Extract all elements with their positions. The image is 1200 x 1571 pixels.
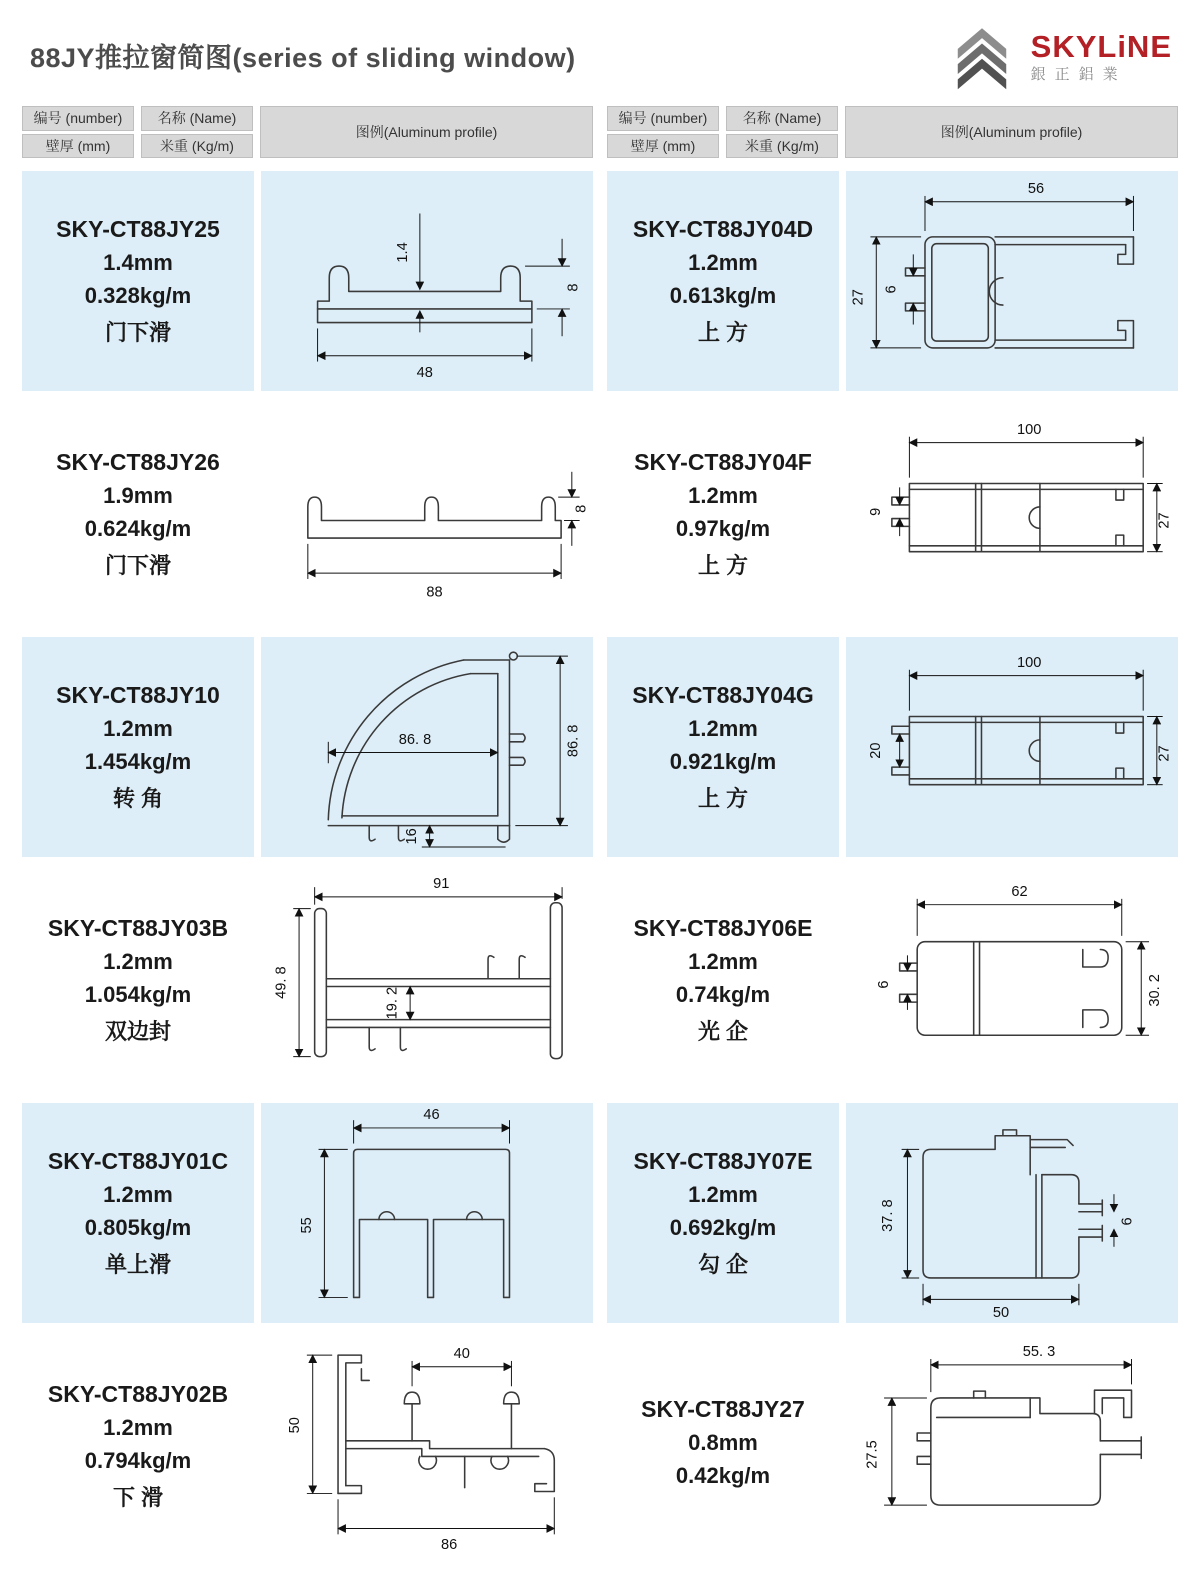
profile-info <box>22 1336 254 1556</box>
profile-drawing-flat-stile <box>849 873 1174 1086</box>
profile-drawing-corner <box>264 640 589 853</box>
profile-weight: 0.97kg/m <box>675 515 771 541</box>
profile-thickness: 1.2mm <box>103 1181 173 1207</box>
dim-label: 16 <box>404 828 421 845</box>
profile-drawing-bottom-slide <box>264 1339 589 1552</box>
profile-name: 转 角 <box>112 785 164 811</box>
dim-label: 27.5 <box>864 1440 881 1469</box>
profile-diagram <box>261 404 593 624</box>
dim-label: 62 <box>1011 884 1028 901</box>
dim-label: 19. 2 <box>384 987 401 1020</box>
profile-weight: 0.74kg/m <box>675 981 771 1007</box>
header-col-name <box>726 106 838 158</box>
dim-label: 27 <box>1156 745 1173 762</box>
profile-thickness: 1.2mm <box>103 948 173 974</box>
page-header <box>22 16 1178 100</box>
profile-thickness: 0.8mm <box>688 1430 758 1455</box>
dim-label: 86. 8 <box>565 724 582 758</box>
profile-code: SKY-CT88JY07E <box>633 1147 813 1174</box>
profile-info <box>607 870 839 1090</box>
profile-drawing-top-frame-100b <box>849 640 1174 853</box>
header-name: 名称 (Name) <box>726 106 838 131</box>
profile-weight: 0.328kg/m <box>84 282 192 308</box>
dim-label: 40 <box>453 1346 471 1363</box>
dim-label: 27 <box>850 289 867 306</box>
dim-label: 30. 2 <box>1147 974 1164 1007</box>
profile-weight: 1.454kg/m <box>84 748 192 774</box>
page-title: 88JY推拉窗简图(series of sliding window) <box>30 43 576 73</box>
profile-name: 单上滑 <box>104 1251 171 1277</box>
table-row <box>22 1336 593 1556</box>
dim-label: 8 <box>573 505 590 514</box>
profile-code: SKY-CT88JY04D <box>632 215 814 242</box>
dim-label: 56 <box>1028 181 1045 198</box>
profile-thickness: 1.2mm <box>688 1181 758 1207</box>
dim-label: 55. 3 <box>1023 1344 1056 1361</box>
header-weight: 米重 (Kg/m) <box>141 134 253 159</box>
header-diagram: 图例(Aluminum profile) <box>845 106 1178 158</box>
company-logo <box>943 16 1178 92</box>
profile-info <box>607 171 839 391</box>
dim-label: 50 <box>287 1417 304 1434</box>
profile-diagram <box>846 1103 1178 1323</box>
dim-label: 55 <box>299 1217 316 1234</box>
table-row <box>22 1103 593 1323</box>
profile-weight: 0.805kg/m <box>84 1214 192 1240</box>
profile-drawing-top-frame-100 <box>849 407 1174 620</box>
dim-label: 6 <box>884 285 901 294</box>
right-table-header <box>607 106 1178 158</box>
profile-diagram <box>261 1103 593 1323</box>
profile-thickness: 1.2mm <box>688 715 758 741</box>
profile-weight: 1.054kg/m <box>84 981 192 1007</box>
dim-label: 37. 8 <box>880 1199 897 1233</box>
profile-code: SKY-CT88JY04G <box>632 681 814 708</box>
profile-name: 门下滑 <box>104 552 171 578</box>
profile-thickness: 1.2mm <box>103 1414 173 1440</box>
profile-info <box>607 1336 839 1556</box>
profile-code: SKY-CT88JY10 <box>56 681 220 708</box>
left-column <box>22 106 593 1556</box>
dim-label: 8 <box>565 283 582 292</box>
profile-info <box>22 404 254 624</box>
profile-info <box>22 171 254 391</box>
profile-thickness: 1.2mm <box>688 482 758 508</box>
table-row <box>607 1103 1178 1323</box>
dim-label: 48 <box>416 365 434 382</box>
header-weight: 米重 (Kg/m) <box>726 134 838 159</box>
profile-info <box>22 1103 254 1323</box>
dim-label: 50 <box>993 1305 1010 1320</box>
brand-name: SKYLiNE <box>1030 29 1172 65</box>
dim-label: 20 <box>868 742 885 760</box>
profile-weight: 0.921kg/m <box>669 748 777 774</box>
profile-weight: 0.613kg/m <box>669 282 777 308</box>
dim-label: 6 <box>876 980 893 989</box>
profile-info <box>607 637 839 857</box>
profile-diagram <box>846 870 1178 1090</box>
table-row <box>607 404 1178 624</box>
brand-subtitle: 銀正鋁業 <box>1030 65 1127 83</box>
profile-drawing-double-edge-seal <box>264 873 589 1086</box>
profile-weight: 0.42kg/m <box>675 1463 771 1488</box>
profile-drawing-door-bottom-track <box>264 174 589 387</box>
profile-code: SKY-CT88JY01C <box>47 1147 229 1174</box>
header-number: 编号 (number) <box>607 106 719 131</box>
header-name: 名称 (Name) <box>141 106 253 131</box>
profile-name: 上 方 <box>697 552 749 578</box>
dim-label: 88 <box>426 584 443 601</box>
profile-info <box>607 404 839 624</box>
dim-label: 100 <box>1017 655 1042 672</box>
profile-diagram <box>846 171 1178 391</box>
profile-drawing-top-side <box>849 174 1174 387</box>
table-row <box>22 171 593 391</box>
table-row <box>607 637 1178 857</box>
dim-label: 86 <box>441 1537 458 1553</box>
profile-diagram <box>261 171 593 391</box>
profile-thickness: 1.2mm <box>688 948 758 974</box>
profile-name: 上 方 <box>697 785 749 811</box>
profile-thickness: 1.2mm <box>688 249 758 275</box>
profile-weight: 0.692kg/m <box>669 1214 777 1240</box>
profile-diagram <box>261 637 593 857</box>
profile-diagram <box>846 1336 1178 1556</box>
table-row <box>22 637 593 857</box>
profile-diagram <box>846 404 1178 624</box>
profile-drawing-door-bottom-track-wide <box>264 407 589 620</box>
dim-label: 6 <box>1119 1217 1136 1226</box>
profile-code: SKY-CT88JY04F <box>634 448 812 475</box>
profile-name: 双边封 <box>104 1018 171 1044</box>
profile-drawing-sash-box <box>849 1339 1174 1552</box>
profile-code: SKY-CT88JY02B <box>47 1380 229 1407</box>
header-diagram: 图例(Aluminum profile) <box>260 106 593 158</box>
skyline-logo-icon <box>943 22 1021 92</box>
profile-drawing-hook-stile <box>849 1106 1174 1319</box>
header-col-name <box>141 106 253 158</box>
profile-name: 光 企 <box>697 1018 749 1044</box>
header-col-number <box>22 106 134 158</box>
profile-diagram <box>261 1336 593 1556</box>
right-column <box>607 106 1178 1556</box>
profile-diagram <box>846 637 1178 857</box>
logo-text <box>1031 31 1172 82</box>
profile-weight: 0.794kg/m <box>84 1447 192 1473</box>
table-row <box>607 171 1178 391</box>
profile-code: SKY-CT88JY25 <box>56 215 220 242</box>
table-row <box>22 870 593 1090</box>
profile-diagram <box>261 870 593 1090</box>
dim-label: 27 <box>1156 512 1173 529</box>
dim-label: 91 <box>433 876 450 893</box>
header-thickness: 壁厚 (mm) <box>22 134 134 159</box>
header-number: 编号 (number) <box>22 106 134 131</box>
profile-name: 勾 企 <box>697 1251 749 1277</box>
profile-thickness: 1.4mm <box>103 249 173 275</box>
dim-label: 9 <box>868 507 885 517</box>
profile-code: SKY-CT88JY06E <box>633 914 813 941</box>
profile-thickness: 1.2mm <box>103 715 173 741</box>
dim-label: 49. 8 <box>273 966 290 1000</box>
profile-weight: 0.624kg/m <box>84 515 192 541</box>
profile-info <box>22 637 254 857</box>
profile-drawing-single-top-track <box>264 1106 589 1319</box>
table-row <box>22 404 593 624</box>
catalog-columns <box>22 106 1178 1556</box>
table-row <box>607 1336 1178 1556</box>
profile-name: 上 方 <box>697 319 749 345</box>
left-table-header <box>22 106 593 158</box>
dim-label: 86. 8 <box>399 732 432 749</box>
dim-label: 46 <box>423 1107 440 1124</box>
dim-label: 100 <box>1017 422 1042 439</box>
header-thickness: 壁厚 (mm) <box>607 134 719 159</box>
profile-name: 下 滑 <box>112 1484 164 1510</box>
profile-code: SKY-CT88JY26 <box>56 448 220 475</box>
table-row <box>607 870 1178 1090</box>
profile-code: SKY-CT88JY27 <box>641 1396 805 1422</box>
header-col-number <box>607 106 719 158</box>
dim-label: 1.4 <box>395 242 412 263</box>
profile-name: 门下滑 <box>104 319 171 345</box>
profile-info <box>22 870 254 1090</box>
profile-code: SKY-CT88JY03B <box>47 914 229 941</box>
profile-thickness: 1.9mm <box>103 482 173 508</box>
profile-info <box>607 1103 839 1323</box>
